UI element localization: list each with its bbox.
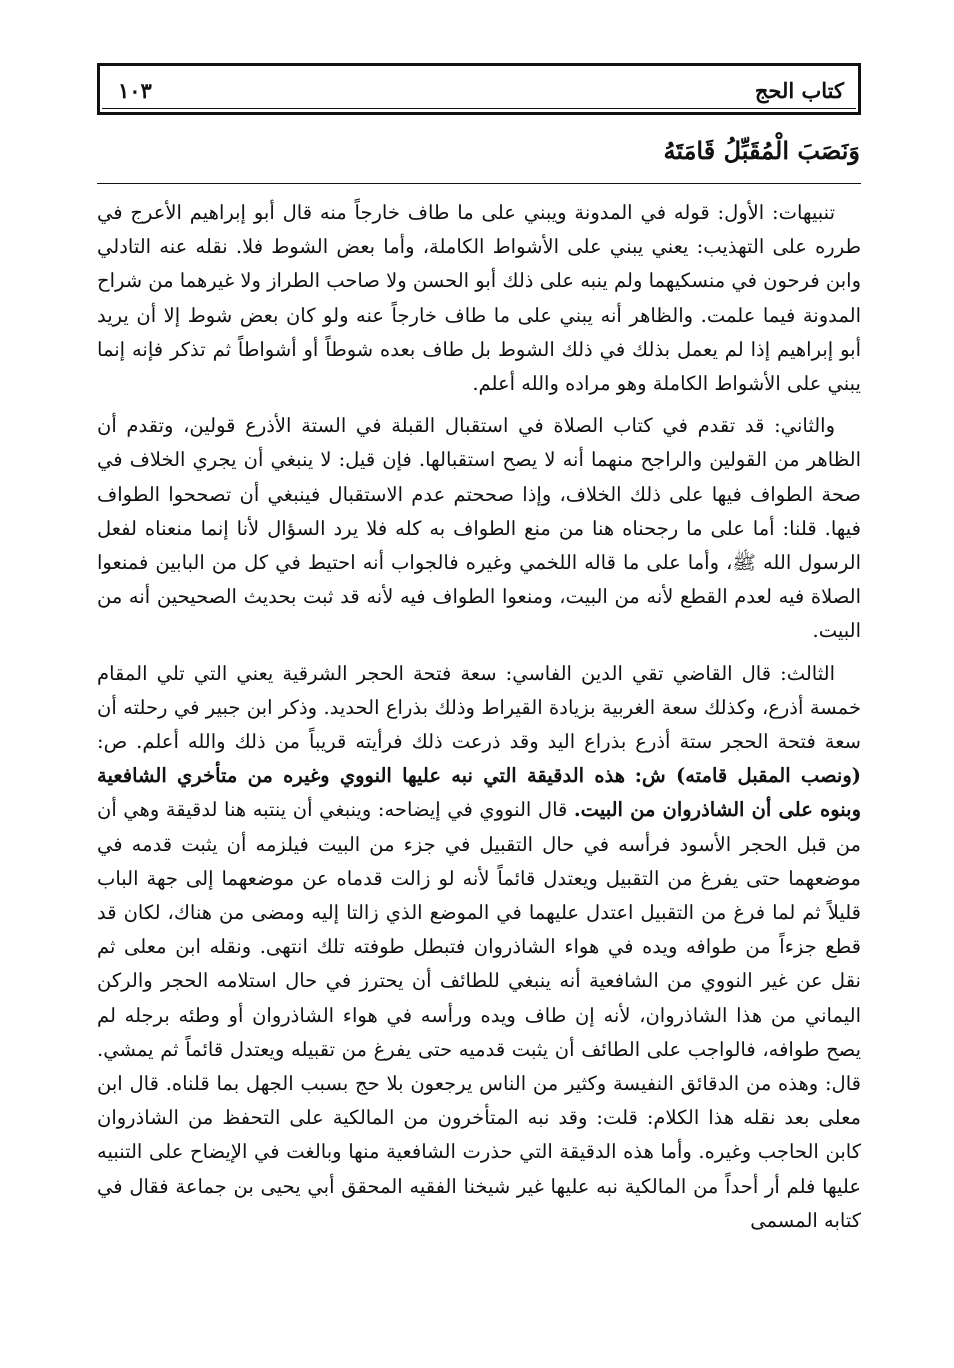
paragraph-second-note: والثاني: قد تقدم في كتاب الصلاة في استقبال القبلة في الستة الأذرع قولين، وتقدم أن الظاهر من القولين والراجح منهما أنه لا يصح استقبالها. فإن قيل: لا ينبغي أن يجري الخلاف في صحة الطواف فيها على ذلك الخلاف، وإذا صححتم عدم الاستقبال فينبغي أن تصححوا الطواف فيها. قلنا: أما على ما رجحناه هنا من منع الطواف به كله فلا يرد السؤال لأنا إنما منعناه لفعل الرسول الله ﷺ، وأما على ما قاله اللخمي وغيره فالجواب أنه احتيط في كل من البابين فمنعوا الصلاة فيه لعدم القطع لأنه من البيت، ومنعوا الطواف فيه لأنه قد ثبت بحديث الصحيحين أنه من البيت.	[97, 414, 861, 643]
paragraph-third-intro: الثالث: قال القاضي تقي الدين الفاسي: سعة فتحة الحجر الشرقية يعني التي تلي المقام خمسة أذرع، وكذلك سعة الغربية بزيادة القيراط وذلك بذراع الحديد. وذكر ابن جبير في رحلته أن سعة فتحة الحجر ستة أذرع بذراع اليد وقد ذرعت ذلك فرأيته قريباً من ذلك والله أعلم. ص:	[97, 661, 861, 754]
paragraph-first-note: تنبيهات: الأول: قوله في المدونة ويبني على ما طاف خارجاً منه قال أبو إبراهيم الأعرج في طرره على التهذيب: يعني يبني على الأشواط الكاملة، وأما بعض الشوط فلا. نقله عنه التادلي وابن فرحون في منسكيهما ولم ينبه على ذلك أبو الحسن ولا صاحب الطراز ولا غيرهما من شراح المدونة فيما علمت. والظاهر أنه يبني على ما طاف خارجاً عنه ولو كان بعض شوط إلا أن يريد أبو إبراهيم إذا لم يعمل بذلك في ذلك الشوط بل طاف بعده شوطاً أو أشواطاً ثم تذكر فإنه إنما يبني على الأشواط الكاملة وهو مراده والله أعلم.	[97, 201, 861, 396]
paragraph-third-note	[97, 657, 861, 1238]
separator-rule	[97, 183, 861, 184]
chapter-title: كتاب الحج	[754, 78, 844, 103]
page-number: ١٠٣	[118, 78, 152, 103]
commentary-body	[97, 196, 861, 1238]
running-header	[97, 63, 861, 115]
matn-heading: وَنَصَبَ الْمُقَبِّلُ قَامَتَهُ	[663, 136, 860, 165]
paragraph-third-body: قال النووي في إيضاحه: وينبغي أن ينتبه هنا لدقيقة وهي أن من قبل الحجر الأسود فرأسه في حال التقبيل في جزء من البيت فيلزمه أن يثبت قدمه في موضعهما حتى يفرغ من التقبيل ويعتدل قائماً لأنه لو زالت قدماه عن موضعهما إلى جهة الباب قليلاً ثم لما فرغ من التقبيل اعتدل عليهما في الموضع الذي زالتا إليه ومضى من هناك، لكان قد قطع جزءاً من طوافه ويده في هواء الشاذروان فتبطل طوفته تلك انتهى. ونقله ابن معلى ثم نقل عن غير النووي من الشافعية أنه ينبغي للطائف أن يحترز في حال استلامه الحجر والركن اليماني من هذا الشاذروان، لأنه إن طاف ويده ورأسه في هواء الشاذروان أو وطئه برجله لم يصح طوافه، فالواجب على الطائف أن يثبت قدميه حتى يفرغ من تقبيله ويعتدل قائماً ثم يمشي. قال: وهذه من الدقائق النفيسة وكثير من الناس يرجعون بلا حج بسبب الجهل بما قلناه. قال ابن معلى بعد نقله هذا الكلام: قلت: وقد نبه المتأخرون من المالكية على التحفظ من الشاذروان كابن الحاجب وغيره. وأما هذه الدقيقة التي حذرت الشافعية منها وبالغت في الإيضاح على التنبيه عليها فلم أر أحداً من المالكية نبه عليها غير شيخنا الفقيه المحقق أبي يحيى بن جماعة فقال في كتابه المسمى	[97, 798, 861, 1232]
commentary-bold-statement: هذه الدقيقة التي نبه عليها النووي وغيره من متأخري الشافعية وبنوه على أن الشاذروان من البيت.	[97, 764, 861, 822]
matn-quote: (ونصب المقبل قامته) ش:	[634, 764, 861, 788]
